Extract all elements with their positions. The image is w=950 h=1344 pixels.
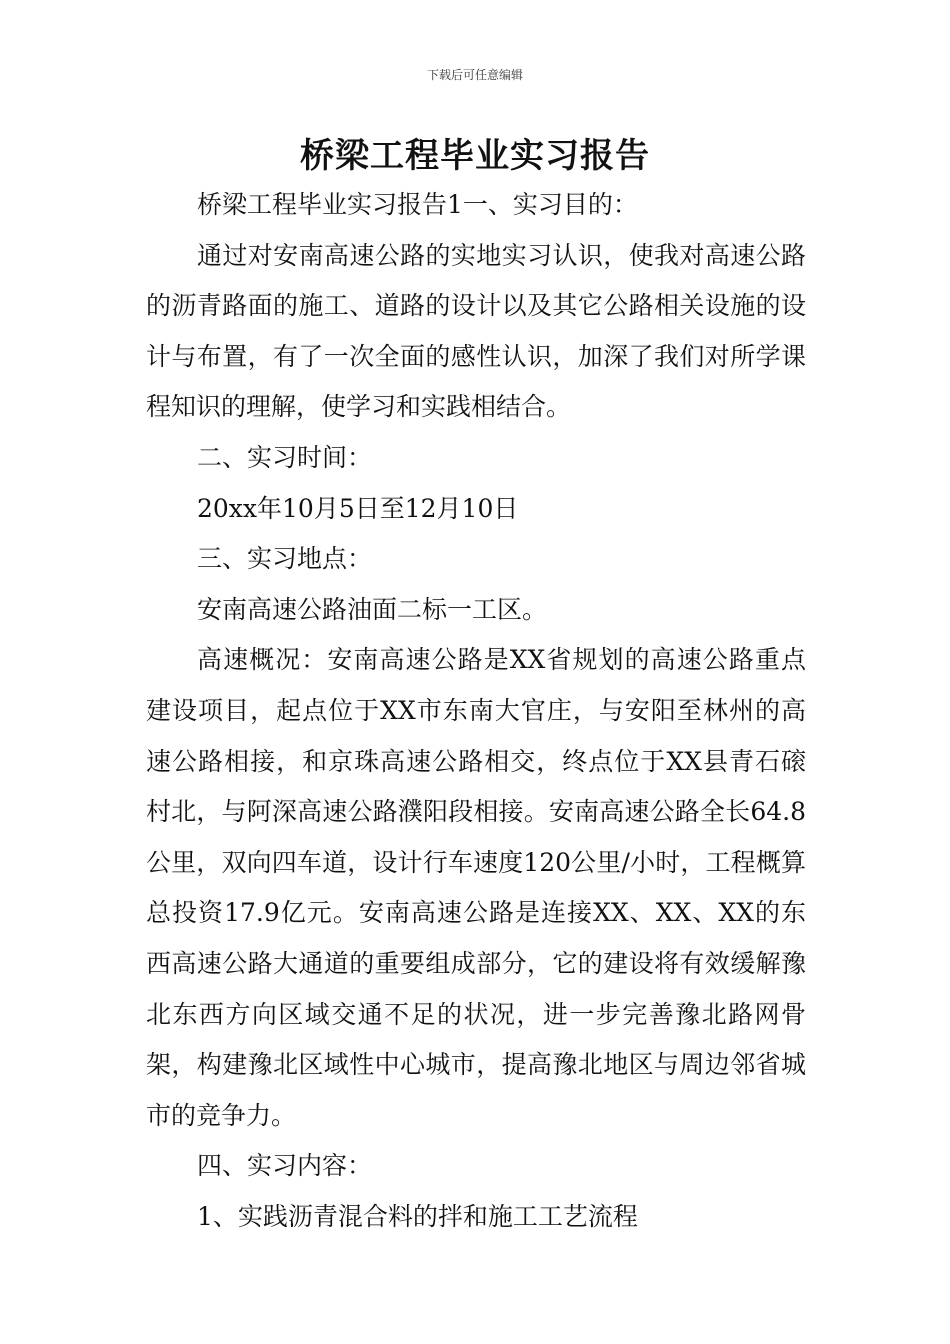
header-note: 下载后可任意编辑: [426, 68, 523, 82]
paragraph-location-heading: 三、实习地点：: [197, 544, 373, 574]
paragraph-time-text: 20xx年10月5日至12月10日: [197, 493, 519, 523]
paragraph-location-text: 安南高速公路油面二标一工区。: [197, 594, 548, 624]
paragraph-purpose-heading: 桥梁工程毕业实习报告1一、实习目的：: [197, 190, 638, 219]
paragraph-purpose-text: 通过对安南高速公路的实地实习认识，使我对高速公路的沥青路面的施工、道路的设计以及其它公路相关设施的设计与布置，有了一次全面的感性认识，加深了我们对所学课程知识的理解，使学习和实践相结合。: [146, 240, 806, 422]
paragraph-overview: 高速概况：安南高速公路是XX省规划的高速公路重点建设项目，起点位于XX市东南大官庄，与安阳至林州的高速公路相接，和京珠高速公路相交，终点位于XX县青石磙村北，与阿深高速公路濮阳段相接。安南高速公路全长64.8公里，双向四车道，设计行车速度120公里/小时，工程概算总投资17.9亿元。安南高速公路是连接XX、XX、XX的东西高速公路大通道的重要组成部分，它的建设将有效缓解豫北东西方向区域交通不足的状况，进一步完善豫北路网骨架，构建豫北区域性中心城市，提高豫北地区与周边邻省城市的竞争力。: [146, 645, 806, 1130]
paragraph-content-heading: 四、实习内容：: [197, 1151, 373, 1181]
document-body: [146, 180, 806, 1242]
paragraph-content-item-1: 1、实践沥青混合料的拌和施工工艺流程: [197, 1201, 638, 1231]
document-title: 桥梁工程毕业实习报告: [300, 136, 650, 176]
paragraph-time-heading: 二、实习时间：: [197, 442, 373, 472]
